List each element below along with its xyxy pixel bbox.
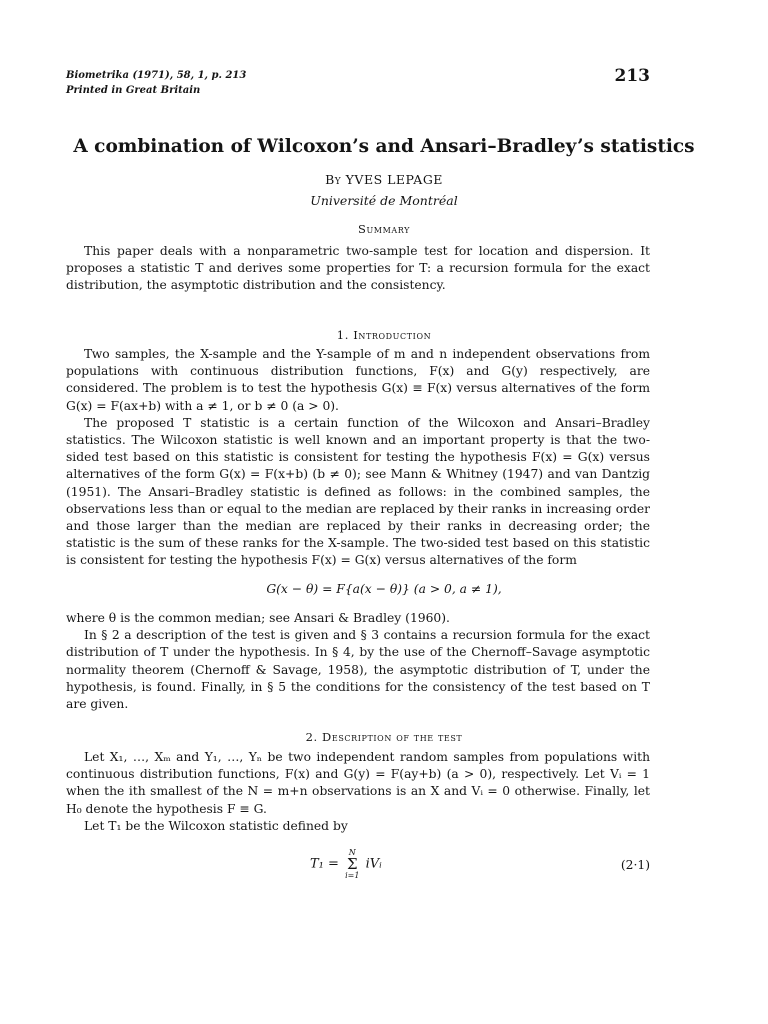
summation-lower-limit: i=1 xyxy=(345,871,360,880)
equation-rhs: iVᵢ xyxy=(365,856,382,872)
equation-lhs: T₁ = xyxy=(310,856,339,872)
section-1-body-continued xyxy=(66,610,650,713)
intro-paragraph-4: In § 2 a description of the test is given and § 3 contains a recursion formula for the exact distribution of T under the hypothesis. In § 4, by the use of the Chernoff–Savage asymptotic normality theorem (Chernoff & Savage, 1958), the asymptotic distribution of T, under the hypothesis, is found. Finally, in § 5 the conditions for the consistency of the test based on T are given. xyxy=(66,628,650,712)
section-2-body xyxy=(66,749,650,835)
equation-wilcoxon xyxy=(310,848,382,880)
intro-paragraph-3: where θ is the common median; see Ansari & Bradley (1960). xyxy=(66,611,450,625)
sigma-symbol: Σ xyxy=(346,855,358,873)
equation-alternative: G(x − θ) = F{a(x − θ)} (a > 0, a ≠ 1), xyxy=(266,582,502,596)
description-paragraph-2: Let T₁ be the Wilcoxon statistic defined by xyxy=(84,818,348,833)
intro-paragraph-1: Two samples, the X-sample and the Y-sample of m and n independent observations from populations with continuous distribution functions, F(x) and G(y) respectively, are considered. The problem is to test the hypothesis G(x) ≡ F(x) versus alternatives of the form G(x) = F(ax+b) with a ≠ 1, or b ≠ 0 (a > 0). xyxy=(66,347,650,413)
paper-title: A combination of Wilcoxon’s and Ansari–Bradley’s statistics xyxy=(73,136,695,157)
author-byline: By YVES LEPAGE xyxy=(325,172,443,187)
page-number: 213 xyxy=(614,66,650,86)
section-1-body xyxy=(66,346,650,570)
author-affiliation: Université de Montréal xyxy=(310,193,458,208)
section-2-heading: 2. Description of the test xyxy=(305,730,463,744)
section-1-heading: 1. Introduction xyxy=(336,328,432,342)
description-paragraph-1: Let X₁, …, Xₘ and Y₁, …, Yₙ be two independent random samples from populations with continuous distribution functions, F(x) and G(y) = F(ay+b) (a > 0), respectively. Let Vᵢ = 1 when the ith smallest of the N = m+n observations is an X and Vᵢ = 0 otherwise. Finally, let H₀ denote the hypothesis F ≡ G. xyxy=(66,750,650,816)
journal-citation: Biometrika (1971), 58, 1, p. 213 xyxy=(66,70,247,81)
running-header xyxy=(66,68,650,98)
summation-upper-limit: N xyxy=(348,848,356,857)
summary-paragraph: This paper deals with a nonparametric two-sample test for location and dispersion. It proposes a statistic T and derives some properties for T: a recursion formula for the exact distribution, the asymptotic distribution and the consistency. xyxy=(66,244,650,293)
summary-heading: Summary xyxy=(357,222,411,236)
summation-operator xyxy=(345,848,359,880)
summary-text-block xyxy=(66,243,650,295)
printed-note: Printed in Great Britain xyxy=(66,85,201,96)
equation-number: (2·1) xyxy=(620,858,650,872)
intro-paragraph-2: The proposed T statistic is a certain function of the Wilcoxon and Ansari–Bradley statistics. The Wilcoxon statistic is well known and an important property is that the two-sided test based on this statistic is consistent for testing the hypothesis F(x) = G(x) versus alternatives of the form G(x) = F(x+b) (b ≠ 0); see Mann & Whitney (1947) and van Dantzig (1951). The Ansari–Bradley statistic is defined as follows: in the combined samples, the observations less than or equal to the median are replaced by their ranks in increasing order and those larger than the median are replaced by their ranks in decreasing order; the statistic is the sum of these ranks for the X-sample. The two-sided test based on this statistic is consistent for testing the hypothesis F(x) = G(x) versus alternatives of the form xyxy=(66,415,650,568)
